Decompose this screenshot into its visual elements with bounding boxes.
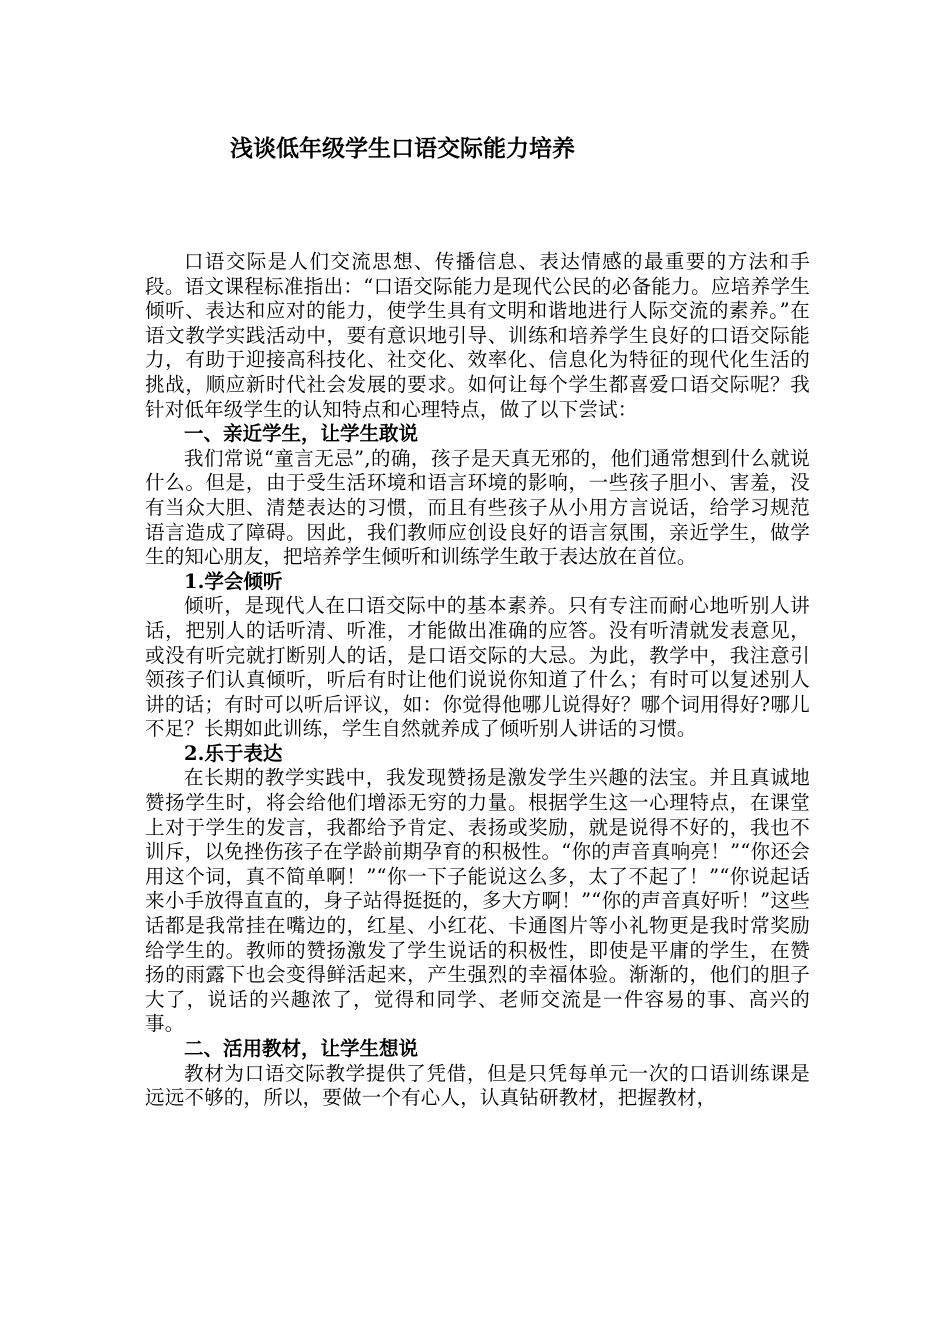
document-body: [145, 250, 810, 1111]
section-heading-2: 二、活用教材，让学生想说: [184, 1037, 419, 1060]
section-2-paragraph: 教材为口语交际教学提供了凭借，但是只凭每单元一次的口语训练课是远远不够的，所以，要做一个有心人，认真钻研教材，把握教材，: [145, 1061, 810, 1110]
subheading-listening: 1.学会倾听: [184, 569, 283, 593]
subheading-expression: 2.乐于表达: [184, 741, 283, 765]
section-heading-1: 一、亲近学生，让学生敢说: [184, 422, 419, 446]
document-title: 浅谈低年级学生口语交际能力培养: [230, 135, 575, 162]
listening-paragraph: 倾听，是现代人在口语交际中的基本素养。只有专注而耐心地听别人讲话，把别人的话听清、听准，才能做出准确的应答。没有听清就发表意见，或没有听完就打断别人的话，是口语交际的大忌。为此，教学中，我注意引领孩子们认真倾听，听后有时让他们说说你知道了什么；有时可以复述别人讲的话；有时可以听后评议，如：你觉得他哪儿说得好？哪个词用得好?哪儿不足？长期如此训练，学生自然就养成了倾听别人讲话的习惯。: [145, 594, 810, 741]
expression-paragraph: 在长期的教学实践中，我发现赞扬是激发学生兴趣的法宝。并且真诚地赞扬学生时，将会给他们增添无穷的力量。根据学生这一心理特点，在课堂上对于学生的发言，我都给予肯定、表扬或奖励，就是说得不好的，我也不训斥，以免挫伤孩子在学龄前期孕育的积极性。“你的声音真响亮！”“你还会用这个词，真不简单啊！”“你一下子能说这么多，太了不起了！”“你说起话来小手放得直直的，身子站得挺挺的，多大方啊！”“你的声音真好听！”这些话都是我常挂在嘴边的，红星、小红花、卡通图片等小礼物更是我时常奖励给学生的。教师的赞扬激发了学生说话的积极性，即使是平庸的学生，在赞扬的雨露下也会变得鲜活起来，产生强烈的幸福体验。渐渐的，他们的胆子大了，说话的兴趣浓了，觉得和同学、老师交流是一件容易的事、高兴的事。: [145, 766, 810, 1036]
intro-paragraph: 口语交际是人们交流思想、传播信息、表达情感的最重要的方法和手段。语文课程标准指出：“口语交际能力是现代公民的必备能力。应培养学生倾听、表达和应对的能力，使学生具有文明和谐地进行人际交流的素养。”在语文教学实践活动中，要有意识地引导、训练和培养学生良好的口语交际能力，有助于迎接高科技化、社交化、效率化、信息化为特征的现代化生活的挑战，顺应新时代社会发展的要求。如何让每个学生都喜爱口语交际呢？我针对低年级学生的认知特点和心理特点，做了以下尝试：: [145, 250, 810, 421]
section-1-paragraph: 我们常说“童言无忌”,的确，孩子是天真无邪的，他们通常想到什么就说什么。但是，由于受生活环境和语言环境的影响，一些孩子胆小、害羞，没有当众大胆、清楚表达的习惯，而且有些孩子从小用方言说话，给学习规范语言造成了障碍。因此，我们教师应创设良好的语言氛围，亲近学生，做学生的知心朋友，把培养学生倾听和训练学生敢于表达放在首位。: [145, 446, 810, 569]
